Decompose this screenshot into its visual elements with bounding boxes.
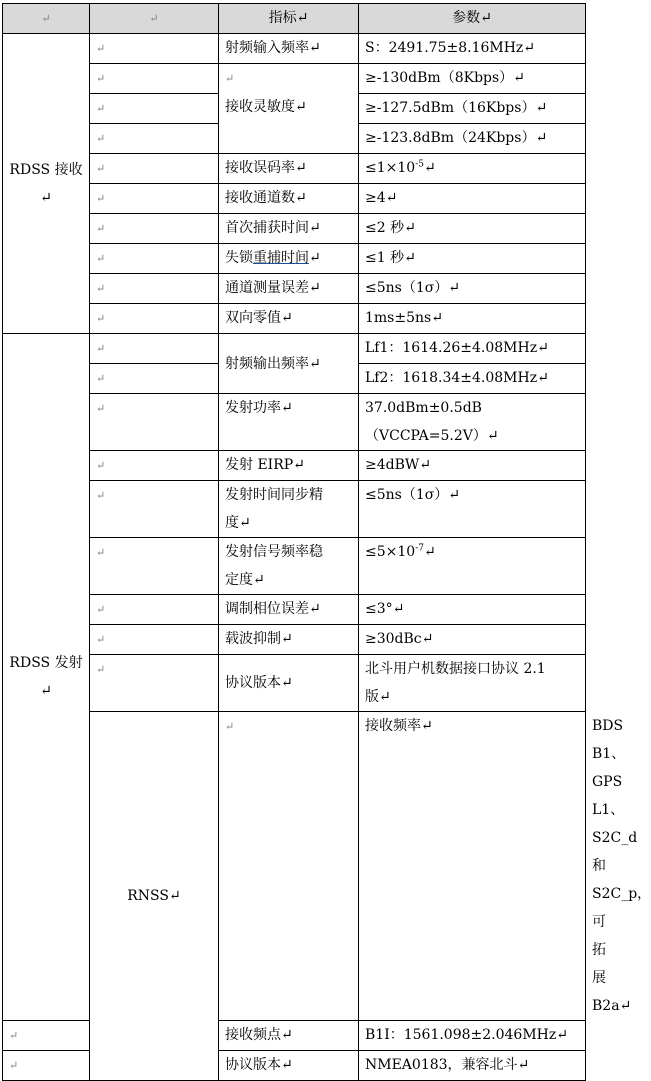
- header-col1: [3, 4, 90, 34]
- indicator-name: 首次捕获时间↵: [219, 214, 359, 244]
- blank-cell: [90, 394, 219, 451]
- paragraph-mark-icon: ↵: [96, 372, 106, 385]
- parameter-value: ≥-123.8dBm（24Kbps）↵: [359, 124, 586, 154]
- paragraph-mark-icon: ↵: [96, 42, 106, 55]
- indicator-name: 射频输入频率↵: [219, 34, 359, 64]
- indicator-name: 调制相位误差↵: [219, 595, 359, 625]
- parameter-value: ≤3°↵: [359, 595, 586, 625]
- indicator-name-part: ↵: [309, 250, 321, 266]
- blank-cell: [90, 625, 219, 655]
- table-row: [3, 394, 586, 451]
- paragraph-mark-icon: ↵: [96, 102, 106, 115]
- value-mark: ↵: [423, 544, 436, 560]
- indicator-name: 双向零值↵: [219, 304, 359, 334]
- blank-cell: [90, 304, 219, 334]
- indicator-name: 接收误码率↵: [219, 154, 359, 184]
- paragraph-mark-icon: ↵: [96, 252, 106, 265]
- blank-cell: [90, 184, 219, 214]
- parameter-value: ≥4↵: [359, 184, 586, 214]
- parameter-value: ≥4dBW↵: [359, 451, 586, 481]
- parameter-value: Lf1：1614.26±4.08MHz↵: [359, 334, 586, 364]
- parameter-value: [359, 655, 586, 712]
- paragraph-mark-icon: ↵: [96, 342, 106, 355]
- value-exponent: -5: [415, 159, 424, 170]
- paragraph-mark-icon: ↵: [96, 132, 106, 145]
- parameter-value: ≥-127.5dBm（16Kbps）↵: [359, 94, 586, 124]
- parameter-value: [359, 394, 586, 451]
- group-label-rdss-receive: RDSS 接收↵: [3, 34, 90, 334]
- indicator-name: 射频输出频率↵: [219, 334, 359, 394]
- indicator-name: 通道测量误差↵: [219, 274, 359, 304]
- blank-cell: [90, 64, 219, 94]
- table-row: [3, 481, 586, 538]
- indicator-name-part: 失锁: [225, 250, 253, 266]
- blank-cell: [90, 334, 219, 364]
- indicator-name: [219, 64, 359, 154]
- blank-cell: [90, 538, 219, 595]
- blank-cell: [219, 712, 359, 1021]
- blank-cell: [90, 481, 219, 538]
- table-row: [3, 214, 586, 244]
- paragraph-mark-icon: ↵: [41, 12, 51, 25]
- paragraph-mark-icon: ↵: [9, 1059, 19, 1072]
- table-row: [3, 451, 586, 481]
- blank-cell: [90, 595, 219, 625]
- blank-cell: [90, 34, 219, 64]
- table-row: [3, 304, 586, 334]
- table-row: [3, 655, 586, 712]
- parameter-value: ≥30dBc↵: [359, 625, 586, 655]
- header-indicator: 指标↵: [219, 4, 359, 34]
- parameter-value: ≥-130dBm（8Kbps）↵: [359, 64, 586, 94]
- parameter-value: NMEA0183，兼容北斗↵: [359, 1051, 586, 1081]
- indicator-line: 度↵: [225, 515, 251, 531]
- parameter-value: ≤5ns（1σ）↵: [359, 274, 586, 304]
- table-row: [3, 625, 586, 655]
- parameter-line: 北斗用户机数据接口协议 2.1: [365, 661, 546, 677]
- blank-cell: [90, 244, 219, 274]
- parameter-value: ≤5ns（1σ）↵: [359, 481, 586, 538]
- value-exponent: -7: [415, 543, 424, 554]
- parameter-value: 1ms±5ns↵: [359, 304, 586, 334]
- table-row: [3, 538, 586, 595]
- table-row: [3, 334, 586, 364]
- paragraph-mark-icon: ↵: [96, 282, 106, 295]
- indicator-name: [219, 481, 359, 538]
- paragraph-mark-icon: ↵: [96, 603, 106, 616]
- blank-cell: [90, 124, 219, 154]
- blank-cell: [3, 1021, 90, 1051]
- header-parameter: 参数↵: [359, 4, 586, 34]
- spec-table: [2, 3, 651, 1081]
- paragraph-mark-icon: ↵: [225, 72, 235, 85]
- parameter-value: [359, 154, 586, 184]
- indicator-name: 接收频点↵: [219, 1021, 359, 1051]
- blank-cell: [3, 1051, 90, 1081]
- blank-cell: [90, 154, 219, 184]
- parameter-value: S：2491.75±8.16MHz↵: [359, 34, 586, 64]
- table-row: [3, 154, 586, 184]
- group-label-rdss-transmit: RDSS 发射↵: [3, 334, 90, 1021]
- paragraph-mark-icon: ↵: [96, 459, 106, 472]
- indicator-name: 接收频率↵: [359, 712, 586, 1021]
- indicator-name: 发射功率↵: [219, 394, 359, 451]
- table-row: [3, 244, 586, 274]
- parameter-value: Lf2：1618.34±4.08MHz↵: [359, 364, 586, 394]
- paragraph-mark-icon: ↵: [225, 720, 235, 733]
- paragraph-mark-icon: ↵: [96, 222, 106, 235]
- paragraph-mark-icon: ↵: [96, 72, 106, 85]
- table-row: RNSS↵ ↵ 接收频率↵ BDS B1、GPS L1、S2C_d 和 S2C_p，可拓展 B2a↵: [3, 712, 586, 1021]
- blank-cell: [90, 274, 219, 304]
- blank-cell: [90, 364, 219, 394]
- paragraph-mark-icon: ↵: [96, 312, 106, 325]
- paragraph-mark-icon: ↵: [96, 402, 106, 415]
- parameter-line: 版↵: [365, 689, 391, 705]
- indicator-name: [219, 244, 359, 274]
- indicator-name: 接收通道数↵: [219, 184, 359, 214]
- paragraph-mark-icon: ↵: [96, 546, 106, 559]
- table-row: [3, 34, 586, 64]
- table-row: [3, 274, 586, 304]
- paragraph-mark-icon: ↵: [96, 162, 106, 175]
- blank-cell: [90, 451, 219, 481]
- parameter-value: ≤1 秒↵: [359, 244, 586, 274]
- indicator-name-text: 接收灵敏度↵: [225, 99, 307, 115]
- value-base: ≤1×10: [365, 160, 416, 176]
- paragraph-mark-icon: ↵: [96, 663, 106, 676]
- paragraph-mark-icon: ↵: [9, 1029, 19, 1042]
- indicator-line: 定度↵: [225, 572, 265, 588]
- paragraph-mark-icon: ↵: [96, 489, 106, 502]
- table-row: [3, 595, 586, 625]
- value-mark: ↵: [423, 160, 436, 176]
- indicator-name: 发射 EIRP↵: [219, 451, 359, 481]
- parameter-value: ≤2 秒↵: [359, 214, 586, 244]
- value-base: ≤5×10: [365, 544, 416, 560]
- blank-cell: [90, 214, 219, 244]
- parameter-value: [359, 538, 586, 595]
- blank-cell: [90, 94, 219, 124]
- parameter-line: （VCCPA=5.2V）↵: [365, 428, 499, 444]
- parameter-line: 37.0dBm±0.5dB: [365, 400, 482, 416]
- blank-cell: [90, 655, 219, 712]
- indicator-name-underlined: 重捕时间: [253, 250, 309, 266]
- paragraph-mark-icon: ↵: [149, 12, 159, 25]
- indicator-name: 协议版本↵: [219, 655, 359, 712]
- group-label-rnss: RNSS↵: [90, 712, 219, 1081]
- paragraph-mark-icon: ↵: [96, 633, 106, 646]
- table-row: [3, 184, 586, 214]
- indicator-name: [219, 538, 359, 595]
- table-row: [3, 64, 586, 94]
- indicator-name: 载波抑制↵: [219, 625, 359, 655]
- parameter-value: B1I：1561.098±2.046MHz↵: [359, 1021, 586, 1051]
- indicator-name: 协议版本↵: [219, 1051, 359, 1081]
- paragraph-mark-icon: ↵: [96, 192, 106, 205]
- header-col2: [90, 4, 219, 34]
- indicator-line: 发射信号频率稳: [225, 544, 323, 560]
- header-row: [3, 4, 586, 34]
- indicator-line: 发射时间同步精: [225, 487, 323, 503]
